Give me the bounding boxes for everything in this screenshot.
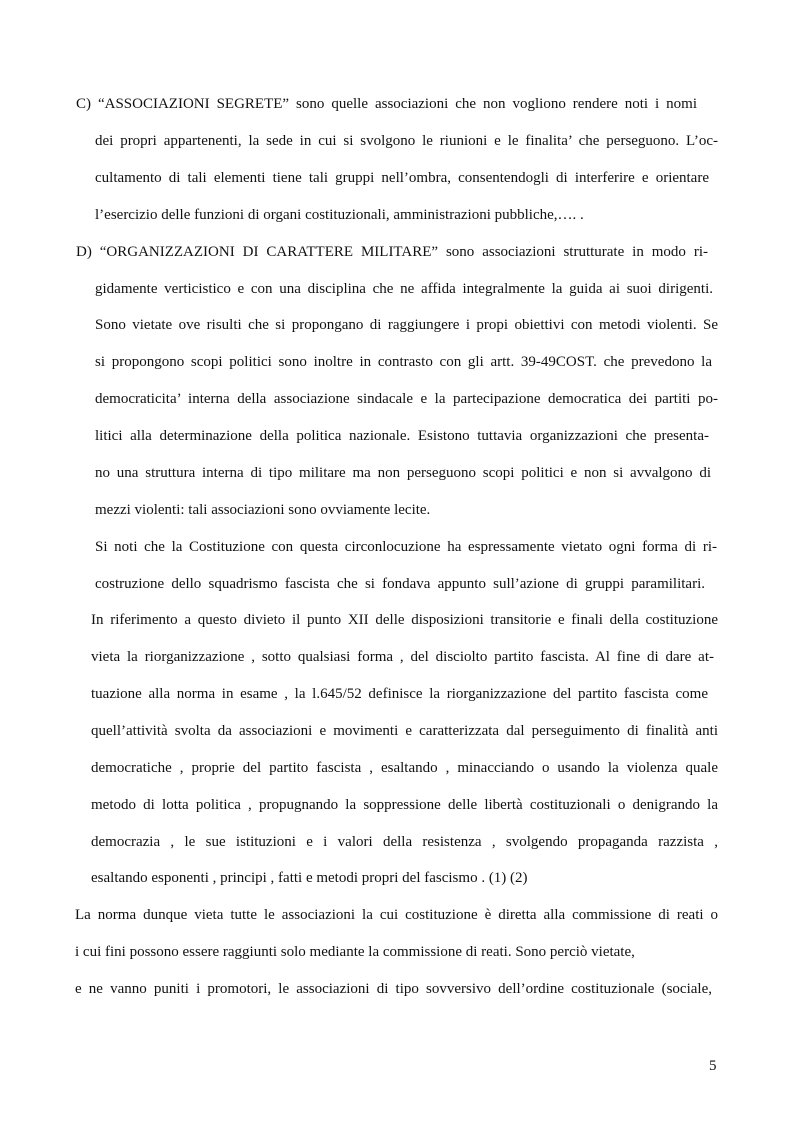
text-line: In riferimento a questo divieto il punto XII delle disposizioni transitorie e finali della costituzione: [91, 612, 718, 628]
text-line: dei propri appartenenti, la sede in cui si svolgono le riunioni e le finalita’ che perseguono. L’oc-: [95, 133, 718, 149]
text-line: i cui fini possono essere raggiunti solo mediante la commissione di reati. Sono perciò vietate,: [75, 944, 635, 960]
text-line: cultamento di tali elementi tiene tali gruppi nell’ombra, consentendogli di interferire e orientare: [95, 170, 709, 186]
text-line: no una struttura interna di tipo militare ma non perseguono scopi politici e non si avvalgono di: [95, 465, 711, 481]
text-line: l’esercizio delle funzioni di organi costituzionali, amministrazioni pubbliche,…. .: [95, 207, 584, 223]
text-line: La norma dunque vieta tutte le associazioni la cui costituzione è diretta alla commissione di reati o: [75, 907, 718, 923]
text-line: gidamente verticistico e con una disciplina che ne affida integralmente la guida ai suoi dirigenti.: [95, 281, 713, 297]
text-line: si propongono scopi politici sono inoltre in contrasto con gli artt. 39-49COST. che prevedono la: [95, 354, 712, 370]
text-line: Si noti che la Costituzione con questa circonlocuzione ha espressamente vietato ogni forma di ri-: [95, 539, 717, 555]
page-number: 5: [709, 1058, 717, 1074]
text-line: costruzione dello squadrismo fascista che si fondava appunto sull’azione di gruppi paramilitari.: [95, 576, 705, 592]
text-line: esaltando esponenti , principi , fatti e metodi propri del fascismo . (1) (2): [91, 870, 528, 886]
text-line: democraticita’ interna della associazione sindacale e la partecipazione democratica dei partiti po-: [95, 391, 718, 407]
text-line: democratiche , proprie del partito fascista , esaltando , minacciando o usando la violenza quale: [91, 760, 718, 776]
text-line: vieta la riorganizzazione , sotto qualsiasi forma , del disciolto partito fascista. Al fine di dare at-: [91, 649, 714, 665]
text-line: metodo di lotta politica , propugnando la soppressione delle libertà costituzionali o denigrando la: [91, 797, 718, 813]
text-line: Sono vietate ove risulti che si propongano di raggiungere i propi obiettivi con metodi violenti. Se: [95, 317, 718, 333]
text-line: quell’attività svolta da associazioni e movimenti e caratterizzata dal perseguimento di finalità anti: [91, 723, 718, 739]
text-line: tuazione alla norma in esame , la l.645/52 definisce la riorganizzazione del partito fascista come: [91, 686, 708, 702]
text-line: D) “ORGANIZZAZIONI DI CARATTERE MILITARE” sono associazioni strutturate in modo ri-: [76, 244, 708, 260]
text-line: democrazia , le sue istituzioni e i valori della resistenza , svolgendo propaganda razzista ,: [91, 834, 718, 850]
text-line: mezzi violenti: tali associazioni sono ovviamente lecite.: [95, 502, 431, 518]
text-line: e ne vanno puniti i promotori, le associazioni di tipo sovversivo dell’ordine costituzionale (sociale,: [75, 981, 712, 997]
text-line: C) “ASSOCIAZIONI SEGRETE” sono quelle associazioni che non vogliono rendere noti i nomi: [76, 96, 697, 112]
text-line: litici alla determinazione della politica nazionale. Esistono tuttavia organizzazioni che presenta-: [95, 428, 709, 444]
